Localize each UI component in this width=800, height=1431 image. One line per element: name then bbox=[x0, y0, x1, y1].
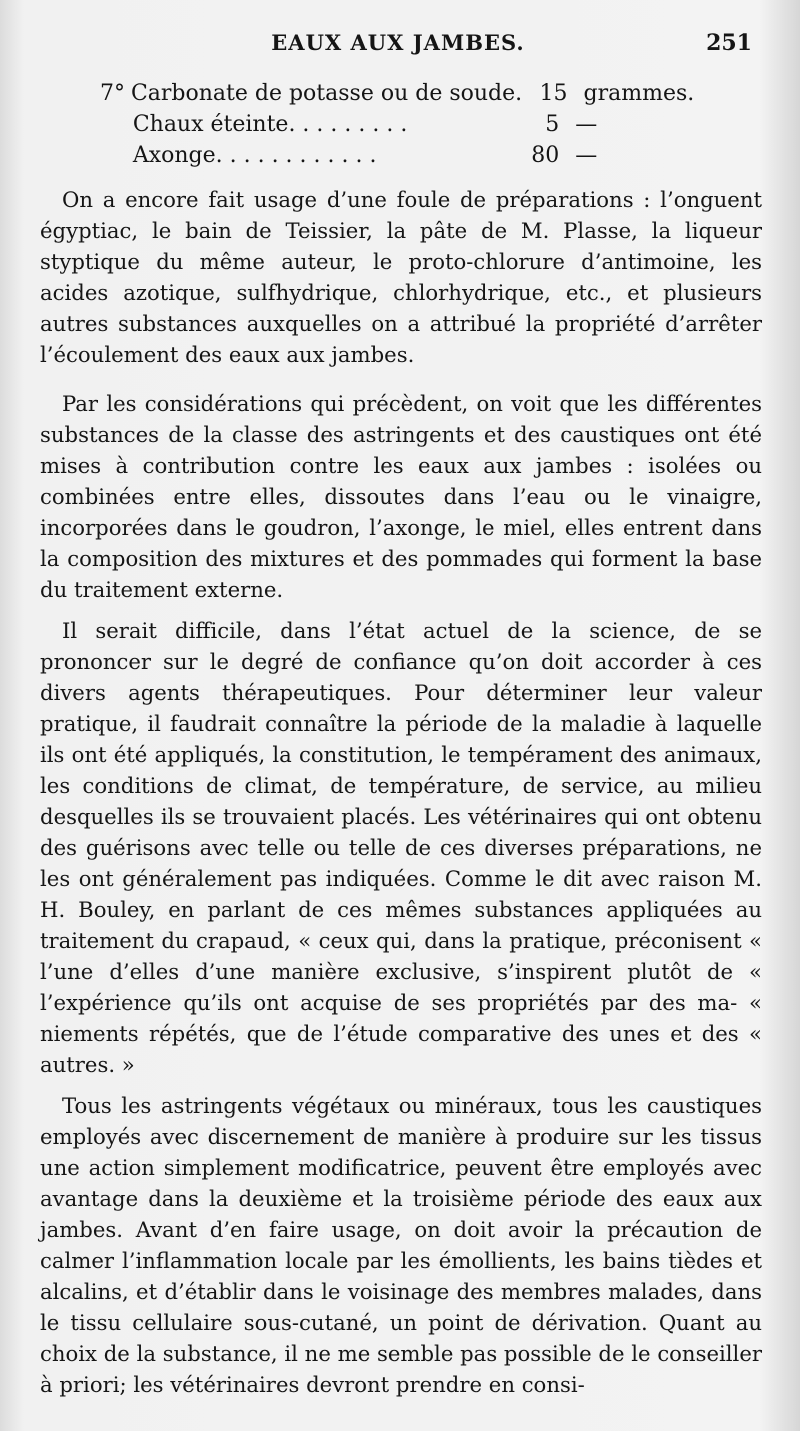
recipe-ingredient: Chaux éteinte. . . . . . . . . bbox=[132, 112, 408, 137]
recipe-row bbox=[100, 109, 720, 140]
recipe-unit: — bbox=[575, 143, 598, 168]
recipe-row bbox=[100, 78, 720, 109]
recipe-quantity: 80 bbox=[531, 143, 560, 168]
page-number: 251 bbox=[706, 30, 752, 56]
recipe-ingredient: Carbonate de potasse ou de soude. bbox=[130, 81, 523, 106]
paragraph: Tous les astringents végétaux ou minéraux, tous les caustiques employés avec discernement de manière à produire sur les tissus une action simplement modificatrice, peuvent être employés avec avantage dans la deuxième et la troisième période des eaux aux jambes. Avant d’en faire usage, on doit avoir la précaution de calmer l’inflammation locale par les émollients, les bains tièdes et alcalins, et d’établir dans le voisinage des membres malades, dans le tissu cellulaire sous-cutané, un point de dérivation. Quant au choix de la substance, il ne me semble pas possible de le conseiller à priori; les vétérinaires devront prendre en consi- bbox=[40, 1093, 762, 1397]
running-head: EAUX AUX JAMBES. bbox=[271, 30, 525, 55]
recipe-unit: grammes. bbox=[583, 81, 695, 106]
recipe-quantity: 5 bbox=[545, 112, 560, 137]
paragraph: Il serait difficile, dans l’état actuel de la science, de se prononcer sur le degré de confiance qu’on doit accorder à ces divers agents thérapeutiques. Pour déterminer leur valeur pratique, il faudrait connaître la période de la maladie à laquelle ils ont été appliqués, la constitution, le tempérament des animaux, les conditions de climat, de température, de service, au milieu desquelles ils se trouvaient placés. Les vétérinaires qui ont obtenu des guérisons avec telle ou telle de ces diverses préparations, ne les ont généralement pas indiquées. Comme le dit avec raison M. H. Bouley, en parlant de ces mêmes substances appliquées au traitement du crapaud, « ceux qui, dans la pratique, préconisent « l’une d’elles d’une manière exclusive, s’inspirent plutôt de « l’expérience qu’ils ont acquise de ses propriétés par des ma- « niements répétés, que de l’étude comparative des unes et des « autres. » bbox=[40, 618, 762, 1077]
recipe-number: 7° bbox=[100, 81, 125, 106]
recipe-list bbox=[100, 78, 720, 171]
recipe-number bbox=[100, 140, 133, 171]
paragraph: On a encore fait usage d’une foule de préparations : l’onguent égyptiac, le bain de Teissier, la pâte de M. Plasse, la liqueur styptique du même auteur, le proto-chlorure d’antimoine, les acides azotique, sulfhydrique, chlorhydrique, etc., et plusieurs autres substances auxquelles on a attribué la propriété d’arrêter l’écoulement des eaux aux jambes. bbox=[40, 187, 762, 367]
page-header bbox=[36, 30, 760, 70]
recipe-unit: — bbox=[575, 112, 598, 137]
recipe-number bbox=[100, 109, 133, 140]
recipe-row bbox=[100, 140, 720, 171]
body-text bbox=[40, 184, 762, 1410]
recipe-quantity: 15 bbox=[539, 81, 568, 106]
paragraph: Par les considérations qui précèdent, on voit que les différentes substances de la classe des astringents et des caustiques ont été mises à contribution contre les eaux aux jambes : isolées ou combinées entre elles, dissoutes dans l’eau ou le vinaigre, incorporées dans le goudron, l’axonge, le miel, elles entrent dans la composition des mixtures et des pommades qui forment la base du traitement externe. bbox=[40, 391, 762, 602]
recipe-ingredient: Axonge. . . . . . . . . . . . bbox=[132, 143, 377, 168]
